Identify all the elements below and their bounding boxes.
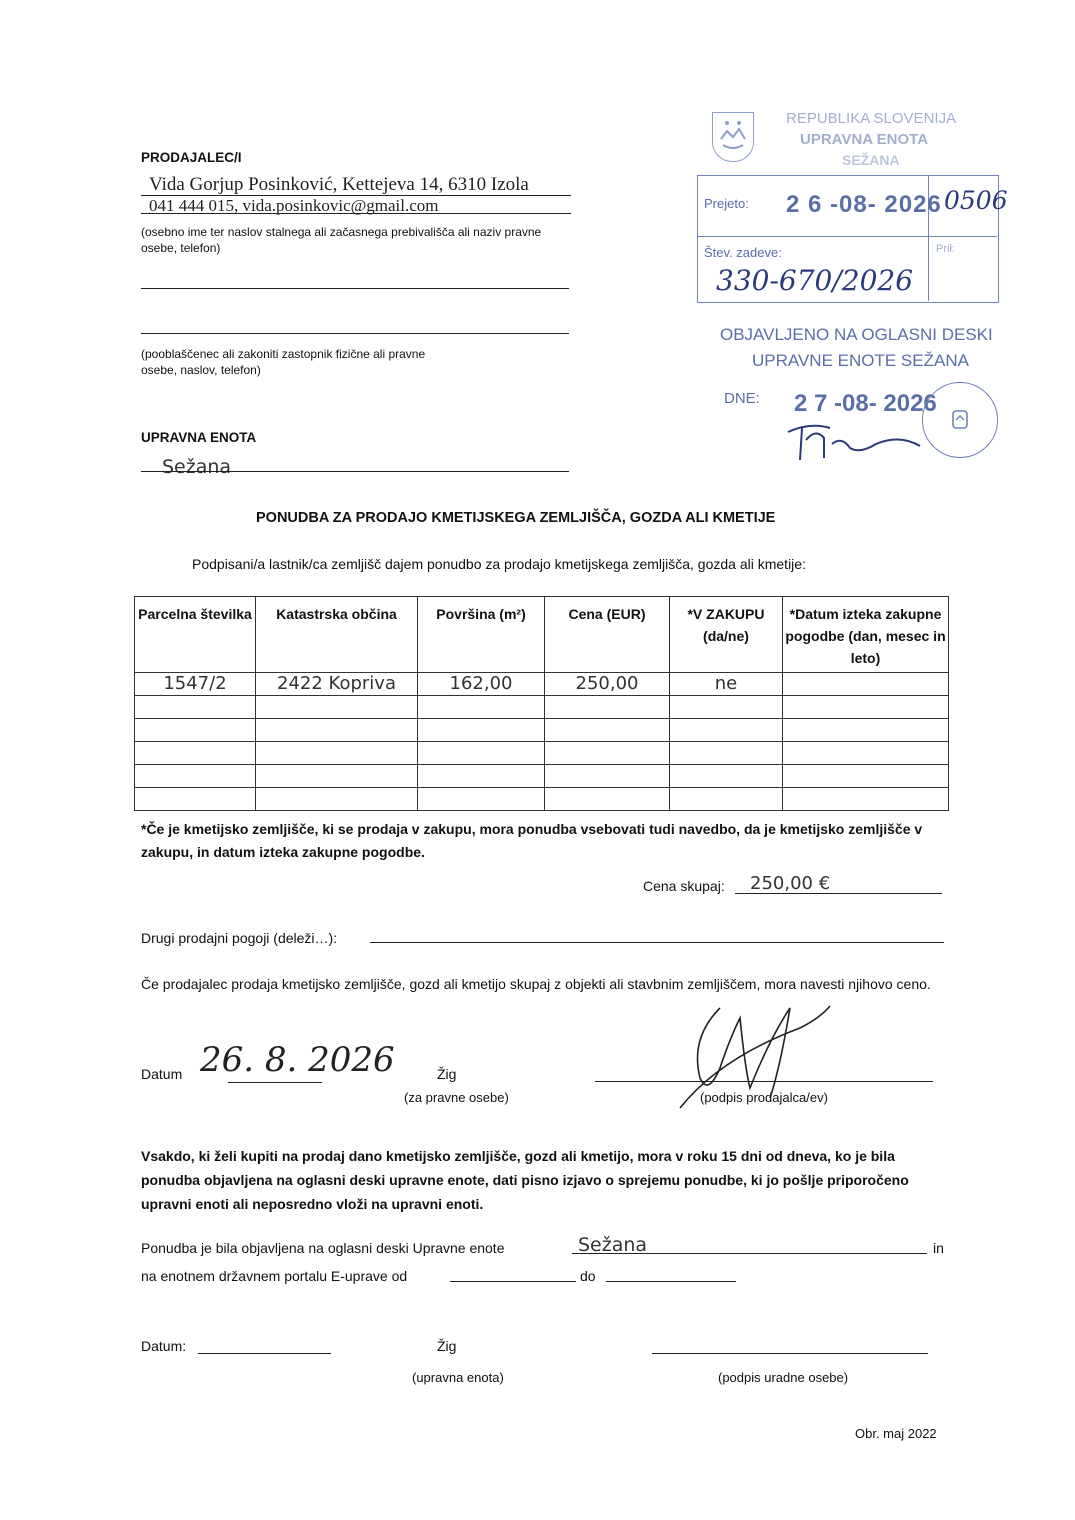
received-date: 2 6 -08- 2026 [786,191,942,218]
footer-date-line[interactable] [198,1353,331,1354]
footer-date-label: Datum: [141,1338,187,1354]
footer-seal-note: (upravna enota) [412,1370,504,1385]
lease-note: *Če je kmetijsko zemljišče, ki se prodaja v zakupu, mora ponudba vsebovati tudi navedbo, da je kmetijsko zemljišče v zakupu, in datum izteka zakupne pogodbe. [141,821,923,860]
seal-note: (za pravne osebe) [404,1090,509,1105]
published-date: 2 7 -08- 2026 [794,390,937,417]
cell-area[interactable] [418,696,545,719]
table-header-row [135,597,949,673]
receipt-stamp-divider-h [697,236,997,237]
seller-name-address[interactable]: Vida Gorjup Posinković, Kettejeva 14, 6310 Izola [149,174,529,195]
proxy-blank-line[interactable] [141,333,569,334]
published-on-line [572,1253,927,1254]
cell-area[interactable]: 162,00 [418,673,545,696]
stamp-signature-icon [780,414,940,468]
offer-table [134,596,949,811]
published-date-label: DNE: [724,390,760,407]
cell-leased[interactable] [670,719,783,742]
date-line [228,1082,322,1083]
published-line-2: UPRAVNE ENOTE SEŽANA [752,351,969,370]
cell-leased[interactable] [670,765,783,788]
col-lease-expiry: *Datum izteka zakupne pogodbe (dan, mesec in leto) [783,597,949,673]
cell-parcel[interactable] [135,742,256,765]
cell-price[interactable]: 250,00 [545,673,670,696]
table-row [135,673,949,696]
seller-blank-line-1[interactable] [141,288,569,289]
coat-of-arms-icon [712,112,754,162]
cell-parcel[interactable] [135,719,256,742]
unit-value[interactable]: Sežana [162,456,232,478]
table-row [135,696,949,719]
cell-price[interactable] [545,788,670,811]
cell-expiry[interactable] [783,742,949,765]
table-row [135,742,949,765]
footer-seal-label: Žig [437,1338,457,1354]
prilog-label: Prił: [936,243,955,255]
col-cadastral-municipality: Katastrska občina [256,597,418,673]
cell-parcel[interactable]: 1547/2 [135,673,256,696]
stamp-unit: UPRAVNA ENOTA [800,131,929,148]
cell-area[interactable] [418,719,545,742]
cell-cadastral[interactable] [256,742,418,765]
proxy-note: (pooblaščenec ali zakoniti zastopnik fizične ali pravne osebe, naslov, telefon) [141,347,426,377]
cell-price[interactable] [545,696,670,719]
cell-price[interactable] [545,742,670,765]
cell-cadastral[interactable]: 2422 Kopriva [256,673,418,696]
cell-area[interactable] [418,788,545,811]
unit-line [141,471,569,472]
cell-price[interactable] [545,765,670,788]
col-price: Cena (EUR) [545,597,670,673]
cell-leased[interactable] [670,742,783,765]
stamp-republic: REPUBLIKA SLOVENIJA [786,110,957,127]
cell-leased[interactable] [670,788,783,811]
cell-expiry[interactable] [783,765,949,788]
portal-from-line[interactable] [450,1281,576,1282]
total-label: Cena skupaj: [643,878,725,894]
registry-number: 0506 [944,186,1008,215]
published-line-1: OBJAVLJENO NA OGLASNI DESKI [720,325,993,344]
seller-contact[interactable]: 041 444 015, vida.posinkovic@gmail.com [149,196,439,215]
col-leased: *V ZAKUPU (da/ne) [670,597,783,673]
cell-cadastral[interactable] [256,719,418,742]
table-row [135,765,949,788]
cell-parcel[interactable] [135,696,256,719]
cell-parcel[interactable] [135,788,256,811]
portal-label: na enotnem državnem portalu E-uprave od [141,1268,408,1284]
col-area: Površina (m²) [418,597,545,673]
other-terms-line[interactable] [370,942,944,943]
cell-price[interactable] [545,719,670,742]
stamp-sezana: SEŽANA [842,152,900,168]
total-line [735,893,942,894]
published-in: in [933,1240,944,1256]
seller-signature-icon [660,998,850,1118]
cell-area[interactable] [418,742,545,765]
seller-heading: PRODAJALEC/I [141,150,242,165]
published-on-value[interactable]: Sežana [578,1234,648,1256]
acceptance-note: Vsakdo, ki želi kupiti na prodaj dano kmetijsko zemljišče, gozd ali kmetijo, mora v roku 15 dni od dneva, ko je bila ponudba objavljena na oglasni deski upravne enote, dati pisno izjavo o sprejemu ponudbe, ki jo pošlje priporočeno upravni enoti ali neposredno vloži na upravni enoti. [141,1148,909,1212]
col-parcel-number: Parcelna številka [135,597,256,673]
cell-leased[interactable]: ne [670,673,783,696]
cell-area[interactable] [418,765,545,788]
cell-expiry[interactable] [783,719,949,742]
cell-expiry[interactable] [783,696,949,719]
official-signature-note: (podpis uradne osebe) [718,1370,849,1385]
cell-cadastral[interactable] [256,696,418,719]
cell-expiry[interactable] [783,673,949,696]
form-title: PONUDBA ZA PRODAJO KMETIJSKEGA ZEMLJIŠČA, GOZDA ALI KMETIJE [256,510,776,526]
case-number: 330-670/2026 [716,264,914,297]
seller-line-2 [141,213,571,214]
signature-note: (podpis prodajalca/ev) [700,1090,828,1105]
total-value[interactable]: 250,00 € [750,873,831,894]
published-on-label: Ponudba je bila objavljena na oglasni deski Upravne enote [141,1240,505,1256]
date-value[interactable]: 26. 8. 2026 [200,1040,395,1080]
cell-expiry[interactable] [783,788,949,811]
other-terms-label: Drugi prodajni pogoji (deleži…): [141,930,338,946]
form-version: Obr. maj 2022 [855,1426,937,1441]
objects-note: Če prodajalec prodaja kmetijsko zemljišče, gozd ali kmetijo skupaj z objekti ali stavbnim zemljiščem, mora navesti njihovo ceno. [141,976,931,992]
portal-to: do [580,1268,596,1284]
cell-cadastral[interactable] [256,765,418,788]
case-label: Štev. zadeve: [704,245,782,260]
unit-heading: UPRAVNA ENOTA [141,430,257,445]
seller-note: (osebno ime ter naslov stalnega ali začasnega prebivališča ali naziv pravne osebe, telefon) [141,225,542,255]
date-label: Datum [141,1066,183,1082]
form-intro: Podpisani/a lastnik/ca zemljišč dajem ponudbo za prodajo kmetijskega zemljišča, gozda ali kmetije: [192,556,806,572]
seal-label: Žig [437,1066,457,1082]
received-label: Prejeto: [704,196,749,211]
cell-cadastral[interactable] [256,788,418,811]
cell-parcel[interactable] [135,765,256,788]
table-row [135,719,949,742]
cell-leased[interactable] [670,696,783,719]
portal-to-line[interactable] [606,1281,736,1282]
official-signature-line[interactable] [652,1353,928,1354]
table-row [135,788,949,811]
